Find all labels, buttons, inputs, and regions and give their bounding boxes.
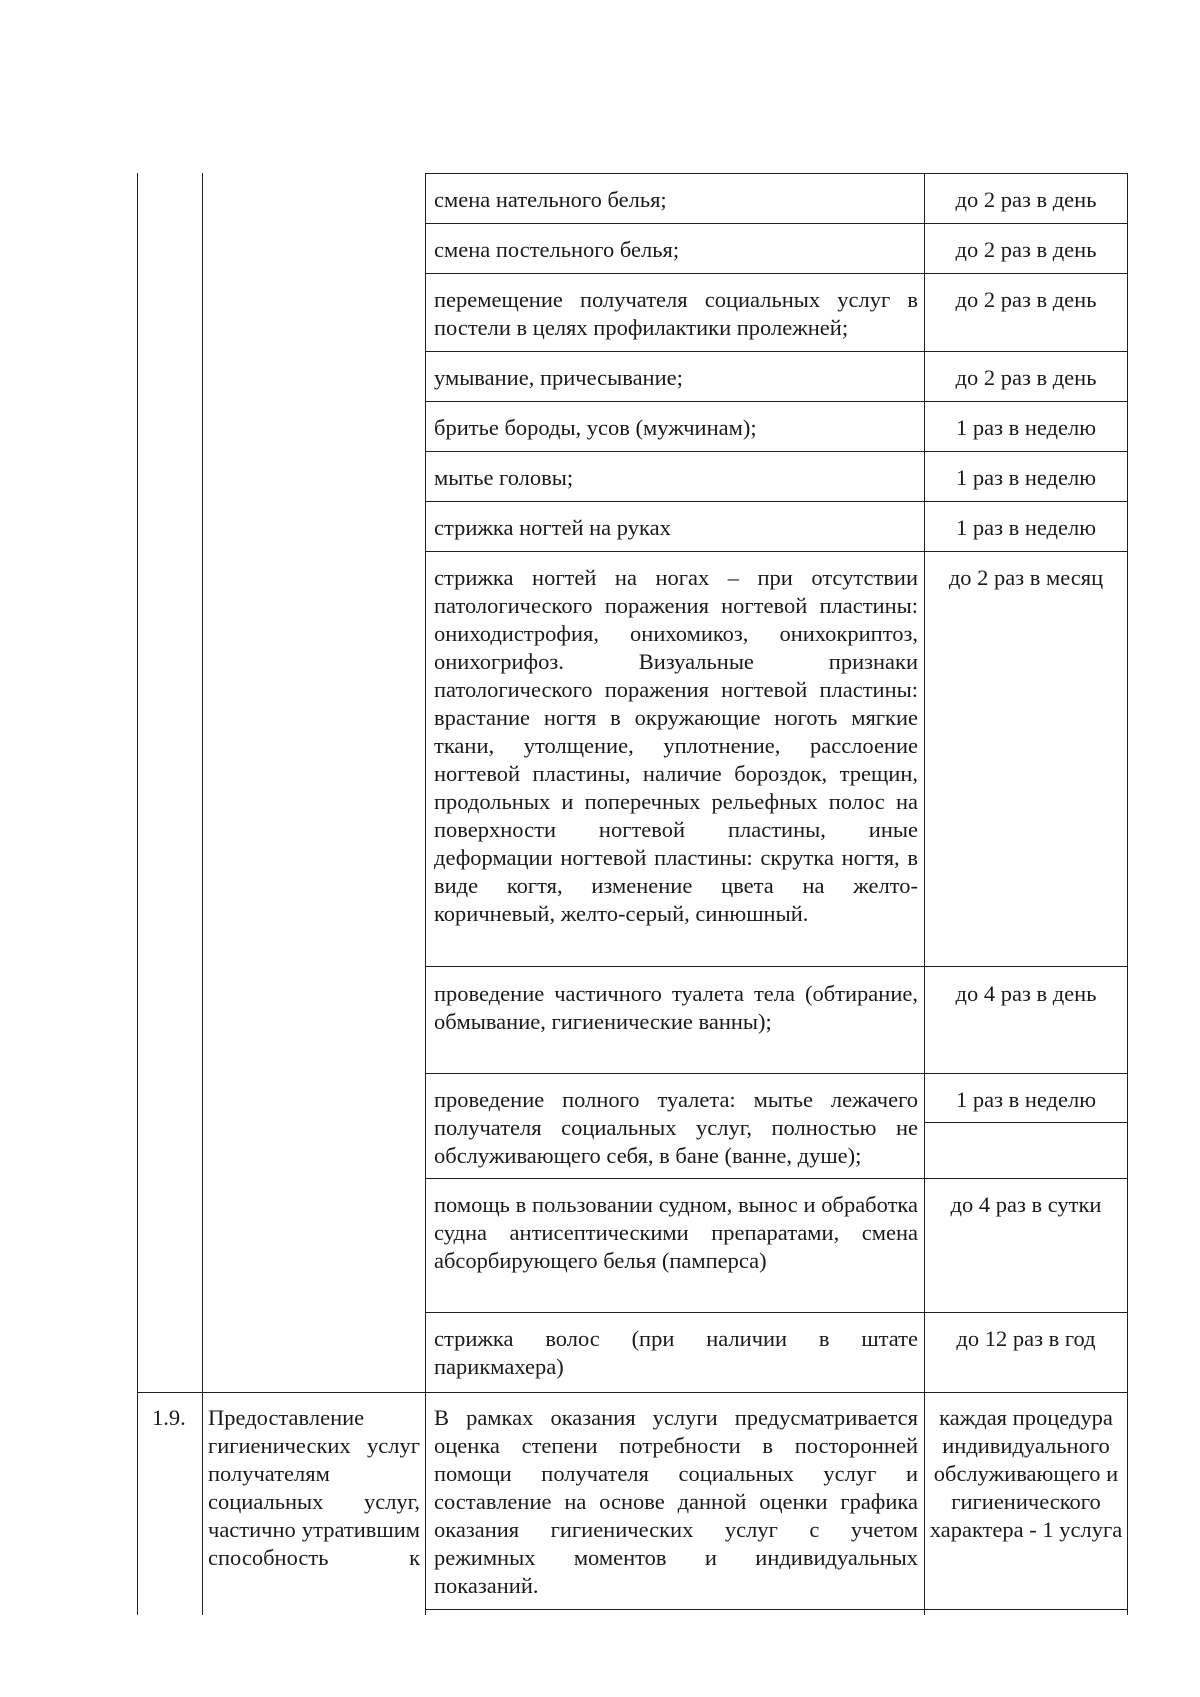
row-border (425, 1073, 1128, 1074)
row-frequency: до 2 раз в месяц (948, 565, 1104, 590)
row-description: смена нательного белья; (434, 187, 667, 212)
row-border (425, 1609, 1128, 1610)
row-frequency: 1 раз в неделю (955, 415, 1097, 440)
row-description: смена постельного белья; (434, 237, 680, 262)
row-border (924, 1122, 1128, 1123)
col-border-title (425, 173, 426, 1615)
row-description: перемещение получателя социальных услуг в постели в целях профилактики пролежней; (434, 287, 918, 340)
row-frequency: до 2 раз в день (955, 365, 1097, 390)
col-border-number (202, 173, 203, 1615)
row-border (425, 1312, 1128, 1313)
row-description: стрижка ногтей на ногах – при отсутствии патологического поражения ногтевой пластины: ониходистрофия, онихомикоз, онихокриптоз, онихогрифоз. Визуальные признаки патологического поражения ногтевой пластины: врастание ногтя в окружающие ноготь мягкие ткани, утолщение, уплотнение, расслоение ногтевой пластины, наличие бороздок, трещин, продольных и поперечных рельефных полос на поверхности ногтевой пластины, иные деформации ногтевой пластины: скрутка ногтя, в виде когтя, изменение цвета на желто-коричневый, желто-серый, синюшный. (434, 565, 918, 926)
row-description: мытье головы; (434, 465, 574, 490)
row-frequency: 1 раз в неделю (955, 1087, 1097, 1112)
col-border-left (137, 173, 138, 1615)
row-border (425, 501, 1128, 502)
row-border (425, 223, 1128, 224)
section-title: Предоставление гигиенических услуг получателям социальных услуг, частично утратившим способность к (208, 1405, 420, 1570)
row-border (425, 401, 1128, 402)
section-description: В рамках оказания услуги предусматривается оценка степени потребности в посторонней помощи получателя социальных услуг и составление на основе данной оценки графика оказания гигиенических услуг с учетом режимных моментов и индивидуальных показаний. (434, 1405, 918, 1598)
col-border-right (1127, 173, 1128, 1615)
section-number: 1.9. (152, 1405, 186, 1430)
row-frequency: до 2 раз в день (955, 187, 1097, 212)
row-description: стрижка волос (при наличии в штате парикмахера) (434, 1326, 918, 1379)
row-frequency: до 4 раз в день (955, 981, 1097, 1006)
row-border (425, 273, 1128, 274)
row-frequency: до 2 раз в день (955, 237, 1097, 262)
row-border (425, 173, 1128, 174)
row-border (425, 966, 1128, 967)
row-description: проведение частичного туалета тела (обтирание, обмывание, гигиенические ванны); (434, 981, 918, 1034)
row-description: умывание, причесывание; (434, 365, 683, 390)
row-border (425, 551, 1128, 552)
row-frequency: 1 раз в неделю (955, 515, 1097, 540)
row-frequency: до 12 раз в год (956, 1326, 1096, 1351)
row-border (425, 1178, 1128, 1179)
row-description: бритье бороды, усов (мужчинам); (434, 415, 757, 440)
row-frequency: до 2 раз в день (955, 287, 1097, 312)
row-frequency: до 4 раз в сутки (950, 1192, 1102, 1217)
row-description: стрижка ногтей на руках (434, 515, 671, 540)
row-border (425, 451, 1128, 452)
row-border (425, 351, 1128, 352)
row-description: проведение полного туалета: мытье лежачего получателя социальных услуг, полностью не обслуживающего себя, в бане (ванне, душе); (434, 1087, 918, 1168)
row-frequency: 1 раз в неделю (955, 465, 1097, 490)
section-border (137, 1392, 1128, 1393)
row-description: помощь в пользовании судном, вынос и обработка судна антисептическими препаратами, смена абсорбирующего белья (памперса) (434, 1192, 918, 1273)
section-unit: каждая процедура индивидуального обслуживающего и гигиенического характера - 1 услуга (929, 1405, 1123, 1542)
